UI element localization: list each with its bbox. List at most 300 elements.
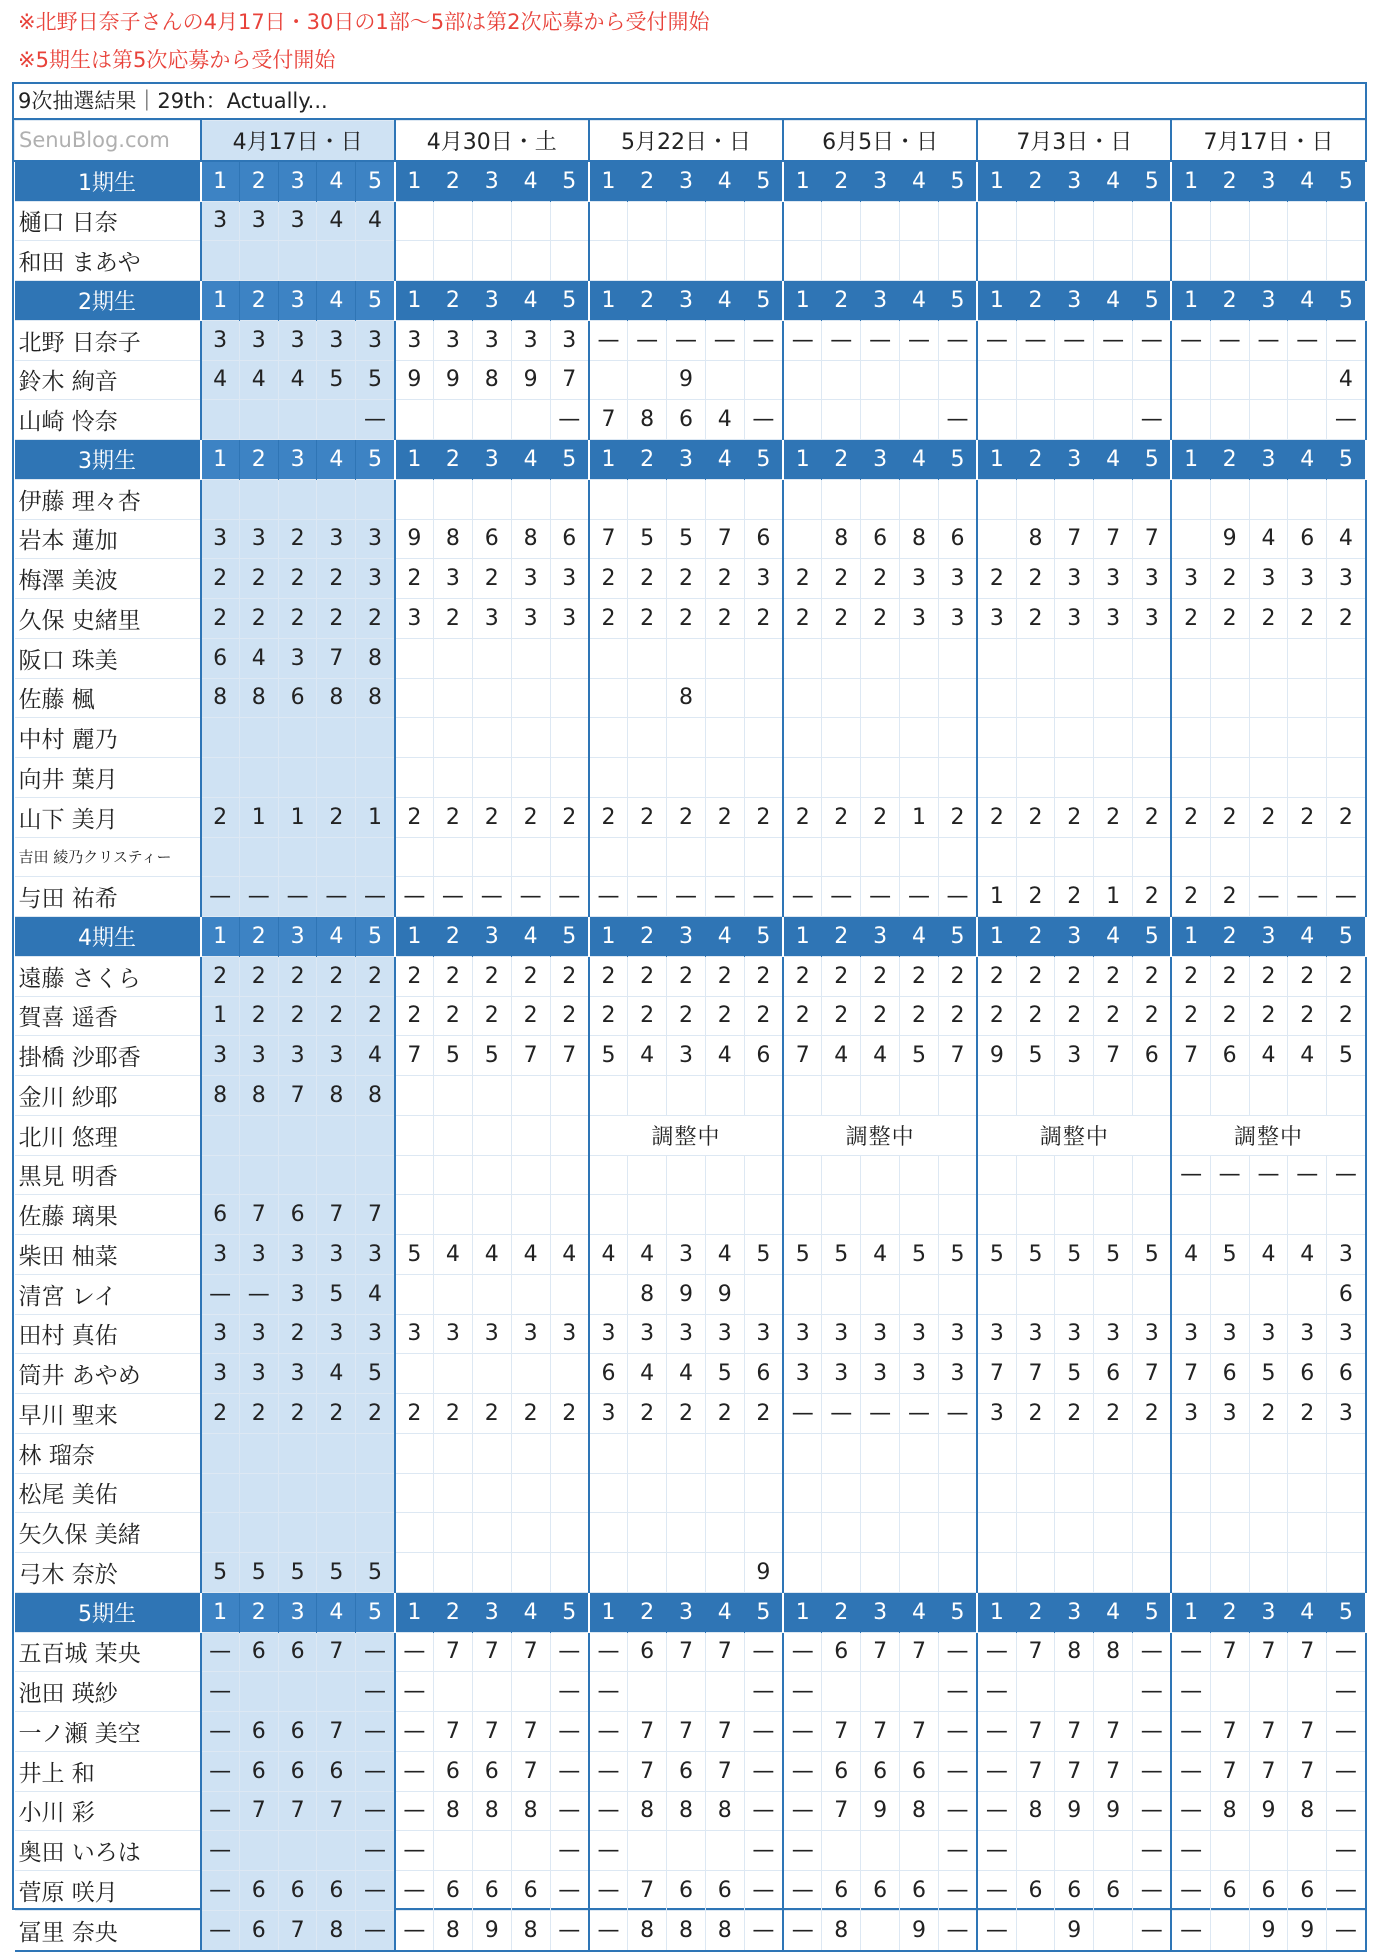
value-cell: — [201,877,240,917]
part-number: 1 [395,917,434,957]
value-cell: 3 [201,320,240,360]
value-cell: 2 [1094,797,1133,837]
value-cell [278,400,317,440]
value-cell: 2 [938,797,977,837]
value-cell: — [589,1672,628,1712]
value-cell [822,1076,861,1116]
value-cell [705,1473,744,1513]
part-number: 5 [938,1592,977,1632]
value-cell: — [550,877,589,917]
value-cell: 2 [201,559,240,599]
value-cell [1288,678,1327,718]
value-cell [938,1473,977,1513]
value-cell: 7 [1249,1632,1288,1672]
value-cell: — [1171,1712,1210,1752]
value-cell [472,678,511,718]
value-cell [1055,1195,1094,1235]
member-name: 小川 彩 [15,1791,201,1831]
value-cell [201,1513,240,1553]
value-cell [744,837,783,877]
value-cell: 3 [239,519,278,559]
value-cell [1210,479,1249,519]
value-cell [472,718,511,758]
value-cell [1327,837,1366,877]
value-cell: — [395,1791,434,1831]
value-cell [1094,837,1133,877]
value-cell: — [201,1751,240,1791]
part-number: 1 [589,440,628,480]
value-cell: 7 [1094,519,1133,559]
value-cell: 3 [239,1036,278,1076]
value-cell: 3 [395,320,434,360]
value-cell [472,1354,511,1394]
value-cell: 8 [317,1910,356,1950]
value-cell: 7 [395,1036,434,1076]
value-cell: 8 [628,400,667,440]
value-cell [1016,678,1055,718]
value-cell [900,1155,939,1195]
part-number: 2 [628,281,667,321]
value-cell: 2 [628,559,667,599]
member-name: 久保 史緒里 [15,599,201,639]
value-cell: 3 [201,519,240,559]
member-name: 松尾 美佑 [15,1473,201,1513]
part-number: 5 [356,161,395,201]
value-cell: 6 [201,638,240,678]
value-cell: 8 [628,1791,667,1831]
part-number: 2 [239,161,278,201]
value-cell [628,1513,667,1553]
value-cell: — [783,1871,822,1911]
value-cell [278,1473,317,1513]
part-number: 5 [1133,917,1172,957]
value-cell: — [1133,1672,1172,1712]
value-cell: — [201,1831,240,1871]
value-cell [1171,1553,1210,1593]
value-cell: 3 [239,201,278,241]
value-cell: 2 [1249,797,1288,837]
value-cell: 2 [317,996,356,1036]
part-number: 3 [1249,440,1288,480]
value-cell: 6 [1249,1871,1288,1911]
value-cell [317,1155,356,1195]
value-cell: 3 [1171,1394,1210,1434]
value-cell: 2 [822,996,861,1036]
value-cell [317,758,356,798]
value-cell: 2 [1249,599,1288,639]
part-number: 5 [938,281,977,321]
value-cell: 3 [239,1354,278,1394]
value-cell [511,479,550,519]
value-cell: 3 [1094,599,1133,639]
member-row [15,1115,1366,1155]
value-cell: — [1327,1751,1366,1791]
part-number: 3 [1055,281,1094,321]
part-number: 3 [278,281,317,321]
value-cell: 6 [434,1871,473,1911]
value-cell [861,241,900,281]
value-cell [434,758,473,798]
value-cell [783,201,822,241]
value-cell: 2 [1094,1394,1133,1434]
value-cell: — [1288,320,1327,360]
value-cell [705,1831,744,1871]
value-cell [1055,360,1094,400]
value-cell [1288,1831,1327,1871]
member-row [15,519,1366,559]
value-cell: 3 [861,1354,900,1394]
value-cell [900,1672,939,1712]
part-number: 2 [628,917,667,957]
value-cell: — [1210,320,1249,360]
value-cell: — [783,1672,822,1712]
value-cell [628,758,667,798]
value-cell [861,837,900,877]
value-cell: 2 [278,1394,317,1434]
value-cell: 7 [938,1036,977,1076]
value-cell: 2 [589,559,628,599]
member-name: 鈴木 絢音 [15,360,201,400]
value-cell: 3 [861,1314,900,1354]
value-cell: 6 [1210,1354,1249,1394]
value-cell [317,1831,356,1871]
value-cell [201,1155,240,1195]
value-cell: — [977,1871,1016,1911]
value-cell [900,1195,939,1235]
part-number: 2 [239,1592,278,1632]
value-cell [977,479,1016,519]
value-cell: 8 [1288,1791,1327,1831]
value-cell: — [356,1751,395,1791]
value-cell [667,201,706,241]
value-cell: — [977,1791,1016,1831]
value-cell [239,718,278,758]
value-cell: 2 [1133,956,1172,996]
value-cell [705,837,744,877]
value-cell [356,241,395,281]
value-cell [938,1274,977,1314]
member-name: 筒井 あやめ [15,1354,201,1394]
value-cell: — [628,320,667,360]
value-cell [1171,519,1210,559]
value-cell [239,758,278,798]
member-name: 菅原 咲月 [15,1871,201,1911]
value-cell [705,479,744,519]
value-cell: 2 [1249,1394,1288,1434]
value-cell: 2 [395,996,434,1036]
value-cell [1171,1076,1210,1116]
value-cell: — [550,1791,589,1831]
value-cell: 9 [1288,1910,1327,1950]
value-cell: 2 [278,956,317,996]
value-cell: 9 [395,519,434,559]
value-cell: 9 [1249,1910,1288,1950]
value-cell [900,1274,939,1314]
value-cell: 5 [1016,1235,1055,1275]
value-cell [395,638,434,678]
value-cell: 5 [705,1354,744,1394]
value-cell [550,1513,589,1553]
value-cell [589,241,628,281]
value-cell: — [977,1672,1016,1712]
value-cell [783,1473,822,1513]
value-cell [589,360,628,400]
value-cell [550,1473,589,1513]
value-cell: 6 [278,1751,317,1791]
value-cell [822,638,861,678]
value-cell [1016,201,1055,241]
value-cell [628,718,667,758]
value-cell [1055,718,1094,758]
generation-header-row [15,161,1366,201]
value-cell: 3 [201,1235,240,1275]
value-cell: 4 [628,1354,667,1394]
value-cell [1171,1473,1210,1513]
value-cell [744,1513,783,1553]
value-cell [550,1553,589,1593]
value-cell: 7 [472,1712,511,1752]
part-number: 2 [1016,281,1055,321]
member-row [15,877,1366,917]
value-cell [1055,1433,1094,1473]
value-cell: 2 [900,956,939,996]
value-cell: 7 [589,400,628,440]
value-cell: 2 [434,599,473,639]
member-row [15,1473,1366,1513]
part-number: 3 [1249,161,1288,201]
value-cell [938,1076,977,1116]
member-row [15,1076,1366,1116]
value-cell: 6 [239,1751,278,1791]
value-cell: 8 [356,678,395,718]
value-cell [317,400,356,440]
value-cell: 7 [550,360,589,400]
value-cell [938,638,977,678]
part-number: 1 [783,917,822,957]
value-cell: 6 [1094,1354,1133,1394]
value-cell [705,241,744,281]
value-cell [628,1195,667,1235]
value-cell [900,837,939,877]
value-cell [705,360,744,400]
value-cell [278,1513,317,1553]
value-cell: 5 [1094,1235,1133,1275]
part-number: 4 [1288,161,1327,201]
value-cell: — [977,1632,1016,1672]
value-cell: 4 [628,1235,667,1275]
value-cell [1327,678,1366,718]
value-cell [278,718,317,758]
value-cell [278,1433,317,1473]
value-cell [1210,718,1249,758]
value-cell: — [239,877,278,917]
value-cell [239,1672,278,1712]
part-number: 4 [511,281,550,321]
value-cell: 2 [201,599,240,639]
value-cell [705,1513,744,1553]
part-number: 5 [356,440,395,480]
value-cell: 5 [472,1036,511,1076]
value-cell: 4 [434,1235,473,1275]
value-cell: 6 [1094,1871,1133,1911]
value-cell: — [1327,1791,1366,1831]
value-cell: 6 [667,1751,706,1791]
value-cell: 3 [938,559,977,599]
value-cell [356,837,395,877]
value-cell [1094,1473,1133,1513]
part-number: 3 [472,440,511,480]
value-cell: 5 [900,1036,939,1076]
value-cell: 3 [434,1314,473,1354]
value-cell: 4 [1249,1235,1288,1275]
value-cell [861,400,900,440]
value-cell: — [395,1871,434,1911]
value-cell: 3 [783,1314,822,1354]
value-cell [472,1195,511,1235]
value-cell: — [938,1871,977,1911]
value-cell [434,1274,473,1314]
value-cell: — [1055,320,1094,360]
value-cell: 7 [511,1751,550,1791]
value-cell [1055,1553,1094,1593]
value-cell: 3 [977,1314,1016,1354]
value-cell: 3 [744,1314,783,1354]
value-cell [1016,1513,1055,1553]
value-cell [938,718,977,758]
adjusting-cell: 調整中 [589,1115,783,1155]
value-cell [977,718,1016,758]
value-cell: 2 [667,559,706,599]
value-cell [1249,1433,1288,1473]
value-cell: 6 [278,1195,317,1235]
part-number: 4 [900,1592,939,1632]
value-cell [201,1473,240,1513]
value-cell: 2 [667,797,706,837]
member-row [15,996,1366,1036]
value-cell: 2 [1210,797,1249,837]
value-cell [1055,400,1094,440]
value-cell: 8 [434,519,473,559]
value-cell [511,1076,550,1116]
value-cell: — [356,1712,395,1752]
generation-label: 5期生 [15,1592,201,1632]
value-cell [589,1473,628,1513]
part-number: 2 [628,161,667,201]
value-cell [1055,1831,1094,1871]
value-cell [1094,360,1133,400]
part-number: 4 [705,917,744,957]
value-cell: 9 [511,360,550,400]
value-cell: 9 [977,1036,1016,1076]
value-cell [977,1473,1016,1513]
value-cell: 3 [1094,559,1133,599]
part-number: 3 [1055,161,1094,201]
value-cell [1249,1274,1288,1314]
value-cell [472,1553,511,1593]
value-cell [1288,1195,1327,1235]
value-cell: 1 [239,797,278,837]
value-cell [1055,201,1094,241]
part-number: 4 [1094,1592,1133,1632]
value-cell [434,1473,473,1513]
adjusting-cell: 調整中 [783,1115,977,1155]
value-cell: 2 [822,797,861,837]
value-cell: 7 [511,1712,550,1752]
value-cell: 2 [1016,877,1055,917]
value-cell: 6 [628,1632,667,1672]
value-cell: 4 [861,1235,900,1275]
value-cell [1133,1076,1172,1116]
value-cell: 3 [472,1314,511,1354]
value-cell [395,479,434,519]
value-cell: 7 [861,1712,900,1752]
value-cell: 3 [278,1235,317,1275]
value-cell: 3 [434,320,473,360]
value-cell: — [201,1712,240,1752]
value-cell: 3 [395,599,434,639]
value-cell: — [783,1712,822,1752]
value-cell: 5 [278,1553,317,1593]
adjusting-cell: 調整中 [1171,1115,1365,1155]
value-cell: — [395,1632,434,1672]
value-cell: 8 [900,519,939,559]
part-number: 5 [938,161,977,201]
value-cell [1249,1553,1288,1593]
value-cell [744,1473,783,1513]
value-cell: 6 [861,1751,900,1791]
value-cell [1210,1672,1249,1712]
part-number: 2 [1210,1592,1249,1632]
value-cell: 3 [1171,559,1210,599]
member-name: 北野 日奈子 [15,320,201,360]
value-cell: — [861,320,900,360]
value-cell: 4 [201,360,240,400]
part-number: 4 [317,1592,356,1632]
part-number: 5 [550,161,589,201]
value-cell: 3 [550,1314,589,1354]
value-cell [472,400,511,440]
value-cell [861,678,900,718]
part-number: 1 [589,161,628,201]
value-cell: 5 [201,1553,240,1593]
value-cell: — [783,320,822,360]
value-cell [550,479,589,519]
value-cell [705,1195,744,1235]
value-cell [861,1433,900,1473]
value-cell [201,837,240,877]
value-cell: 2 [938,956,977,996]
value-cell [1210,360,1249,400]
value-cell: 2 [472,996,511,1036]
part-number: 3 [861,917,900,957]
value-cell: — [395,877,434,917]
value-cell: 7 [1055,1712,1094,1752]
value-cell [1327,479,1366,519]
value-cell: 6 [1133,1036,1172,1076]
value-cell [317,241,356,281]
value-cell [1016,718,1055,758]
value-cell: 8 [628,1910,667,1950]
part-number: 2 [434,1592,473,1632]
value-cell: 7 [434,1712,473,1752]
value-cell [356,1473,395,1513]
value-cell: 2 [1016,996,1055,1036]
value-cell [900,1076,939,1116]
value-cell: — [589,877,628,917]
value-cell [1055,1274,1094,1314]
value-cell [1288,1473,1327,1513]
part-number: 1 [395,161,434,201]
